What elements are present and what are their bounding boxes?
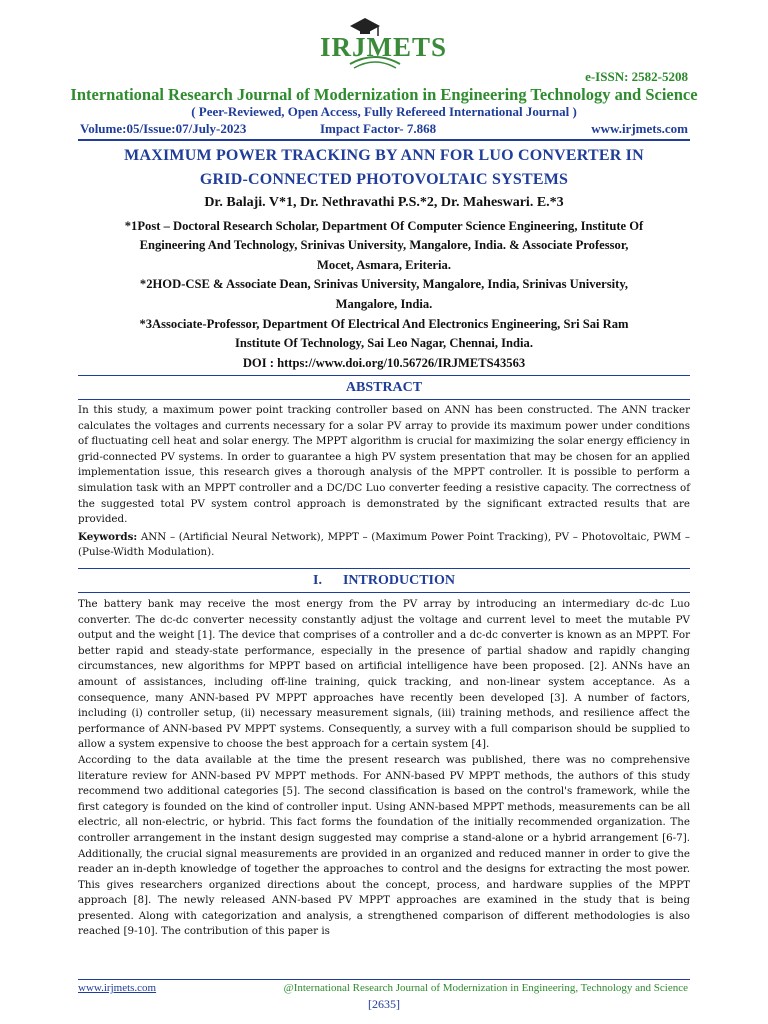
keywords (78, 530, 690, 561)
abstract-heading: ABSTRACT (345, 380, 423, 395)
affiliation-3-line1: *3Associate-Professor, Department Of Electrical And Electronics Engineering, Sri Sai Ram (139, 317, 629, 331)
doi-link[interactable]: DOI : https://www.doi.org/10.56726/IRJMETS43563 (242, 356, 526, 370)
footer-website-link[interactable]: www.irjmets.com (78, 982, 157, 994)
journal-name: International Research Journal of Modernization in Engineering Technology and Science (70, 85, 698, 104)
header-divider (78, 139, 690, 141)
affiliation-1-line2: Engineering And Technology, Srinivas University, Mangalore, India. & Associate Professor, (139, 238, 629, 252)
affiliation-2-line2: Mangalore, India. (335, 297, 433, 311)
introduction-body (78, 597, 690, 940)
abstract-divider-top (78, 375, 690, 376)
affiliation-1-line3: Mocet, Asmara, Eriteria. (317, 258, 451, 272)
peer-review-note: ( Peer-Reviewed, Open Access, Fully Refereed International Journal ) (191, 104, 577, 119)
affiliation-3-line2: Institute Of Technology, Sai Leo Nagar, Chennai, India. (235, 336, 533, 350)
page-number: [2635] (368, 997, 400, 1011)
intro-divider-top (78, 568, 690, 569)
abstract-divider-bottom (78, 399, 690, 400)
intro-paragraph-1: The battery bank may receive the most energy from the PV array by introducing an intermediary dc-dc Luo converter. The dc-dc converter necessity constantly adjust the voltage and current level to meet the mutable PV output and the weight [1]. The device that comprises of a controller and a dc-dc converter is known as an MPPT. For better rapid and steady-state performance, especially in the presence of partial shadow and rapidly changing circumstances, new algorithms for MPPT based on artificial intelligence have been proposed. [2]. ANNs have an amount of assistances, including off-line training, quick tracking, and non-linear system acceptance. As a consequence, many ANN-based PV MPPT approaches have recently been developed [3]. A number of factors, including (i) controller setup, (ii) necessary measurement signals, (iii) training methods, and resilience affect the performance of ANN-based PV MPPT systems. Consequently, a survey with a full comparison should be supplied to allow a system expensive to choose the best approach for a certain system [4]. (78, 598, 690, 751)
abstract-body (78, 403, 690, 561)
intro-paragraph-2: According to the data available at the time the present research was published, there was no comprehensive literature review for ANN-based PV MPPT methods. For ANN-based PV MPPT methods, the authors of this study recommend two additional categories [5]. The second classification is based on the control's framework, while the first category is founded on the kind of controller input. Using ANN-based MPPT methods, measurements can be all electric, all non-electric, or hybrid. This fact forms the foundation of the initially recommended organization. The controller arrangement in the instant design suggested may comprise a stand-alone or a hybrid arrangement [6-7]. Additionally, the crucial signal measurements are provided in an organized and reduced manner in order to give the reader an in-depth knowledge of together the approaches to control and the designs for extracting the most power. This gives researchers organized directions about the concept, process, and hardware supplies of the MPPT approach [8]. The newly released ANN-based PV MPPT approaches are examined in the study that is being presented. Along with categorization and analysis, a strengthened comparison of different methodologies is also reached [9-10]. The contribution of this paper is (78, 753, 690, 938)
paper-title-line2: GRID-CONNECTED PHOTOVOLTAIC SYSTEMS (199, 171, 569, 188)
footer-divider (78, 979, 690, 980)
journal-logo (320, 12, 448, 78)
logo-text: IRJMETS (320, 32, 448, 62)
affiliation-2-line1: *2HOD-CSE & Associate Dean, Srinivas University, Mangalore, India, Srinivas University, (139, 277, 629, 291)
volume-issue: Volume:05/Issue:07/July-2023 (80, 121, 247, 136)
keywords-text: ANN – (Artificial Neural Network), MPPT – (Maximum Power Point Tracking), PV – Photovoltaic, PWM – (Pulse-Width Modulation). (78, 530, 691, 559)
abstract-text: In this study, a maximum power point tracking controller based on ANN has been constructed. The ANN tracker calculates the voltages and currents necessary for a solar PV array to provide its maximum power under conditions of fluctuating cell heat and solar energy. The MPPT algorithm is crucial for maximizing the solar energy efficiency in grid-connected PV systems. In order to guarantee a high PV system presentation that may be chosen for an applied implementation issue, this research gives a thorough analysis of the MPPT controller. It is possible to perform a simulation task with an MPPT controller and a DC/DC Luo converter feeding a resistive capacity. The correctness of the suggested total PV system control approach is demonstrated by the significant extracted results that are provided. (78, 404, 690, 526)
footer-copyright: @International Research Journal of Modernization in Engineering, Technology and Science (283, 982, 688, 994)
impact-factor: Impact Factor- 7.868 (320, 121, 437, 136)
affiliation-1-line1: *1Post – Doctoral Research Scholar, Department Of Computer Science Engineering, Institute Of (124, 219, 644, 233)
introduction-heading: I. INTRODUCTION (313, 573, 455, 588)
eissn: e-ISSN: 2582-5208 (585, 69, 688, 84)
keywords-label: Keywords: (78, 530, 138, 543)
intro-divider-bottom (78, 592, 690, 593)
header-website-link[interactable]: www.irjmets.com (591, 121, 688, 136)
paper-title-line1: MAXIMUM POWER TRACKING BY ANN FOR LUO CONVERTER IN (124, 147, 644, 164)
authors: Dr. Balaji. V*1, Dr. Nethravathi P.S.*2, Dr. Maheswari. E.*3 (204, 195, 564, 210)
